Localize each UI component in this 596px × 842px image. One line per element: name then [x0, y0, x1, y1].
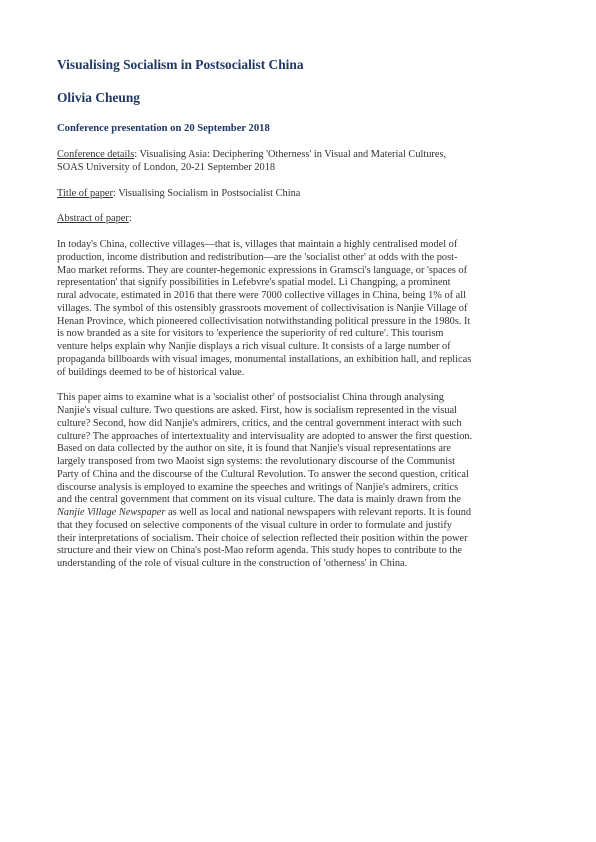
- paragraph-line: Mao market reforms. They are counter-hegemonic expressions in Gramsci's language, or 'spaces of: [57, 264, 468, 276]
- document-title: Visualising Socialism in Postsocialist China: [57, 57, 304, 72]
- presentation-line: Conference presentation on 20 September 2018: [57, 123, 270, 134]
- paragraph-line: their interpretations of socialism. Their choice of selection reflected their position within the power: [57, 532, 468, 544]
- paragraph-line: This paper aims to examine what is a 'socialist other' of postsocialist China through analysing: [57, 392, 444, 404]
- paragraph-line: representation' that signify possibilities in Lefebvre's spatial model. Li Changping, a prominent: [57, 277, 451, 289]
- paragraph-line: Henan Province, which pioneered collectivisation notwithstanding political pressure in the 1980s. It: [57, 315, 471, 327]
- author-name: Olivia Cheung: [57, 90, 140, 105]
- paragraph-line: understanding of the role of visual culture in the construction of 'otherness' in China.: [57, 558, 408, 569]
- paragraph-line: villages. The symbol of this ostensibly grassroots movement of collectivisation is Nanjie Village of: [57, 302, 468, 314]
- paragraph-line: of buildings deemed to be of historical value.: [57, 366, 245, 378]
- abstract-suffix: :: [128, 213, 132, 225]
- paragraph-line: In today's China, collective villages—that is, villages that maintain a highly centralised model of: [57, 239, 458, 250]
- paragraph-line-rest: as well as local and national newspapers with relevant reports. It is found: [165, 507, 472, 518]
- conference-details-text: : Visualising Asia: Deciphering 'Otherness' in Visual and Material Cultures,: [134, 149, 447, 160]
- abstract-heading: [57, 213, 546, 226]
- paragraph-line: and the central government that comment on its visual culture. The data is mainly drawn from the: [57, 494, 461, 506]
- paper-title-label: Title of paper: [57, 187, 113, 199]
- abstract-paragraph-2: [57, 392, 546, 571]
- paragraph-line: discourse analysis is employed to examine the speeches and writings of Nanjie's admirers, critics: [57, 481, 459, 493]
- paragraph-line: Nanjie's visual culture. Two questions are asked. First, how is socialism represented in the visual: [57, 405, 457, 416]
- paragraph-line: venture helps explain why Nanjie displays a rich visual culture. It consists of a large number of: [57, 341, 451, 352]
- paragraph-line: production, income distribution and redistribution—are the 'socialist other' at odds with the post-: [57, 251, 458, 263]
- paragraph-line: that they focused on selective components of the visual culture in order to formulate and justify: [57, 519, 452, 531]
- conference-details-label: Conference details: [57, 149, 135, 160]
- paragraph-line: Party of China and the discourse of the Cultural Revolution. To answer the second question, critical: [57, 468, 469, 480]
- paper-title-text: : Visualising Socialism in Postsocialist China: [112, 187, 301, 199]
- abstract-label: Abstract of paper: [57, 213, 129, 225]
- newspaper-title: Nanjie Village Newspaper: [57, 507, 166, 518]
- paragraph-line: is now branded as a site for visitors to 'experience the superiority of red culture'. This tourism: [57, 328, 444, 340]
- paper-title-line: [57, 188, 546, 201]
- conference-details-text-2: SOAS University of London, 20-21 September 2018: [57, 161, 276, 173]
- conference-details: [57, 149, 546, 175]
- paragraph-line: structure and their view on China's post-Mao reform agenda. This study hopes to contribute to the: [57, 545, 462, 557]
- paragraph-line: culture? Second, how did Nanjie's admirers, critics, and the central government interact with such: [57, 417, 462, 429]
- paragraph-line-with-italic: [57, 507, 546, 520]
- abstract-paragraph-1: [57, 239, 546, 379]
- paragraph-line: propaganda billboards with visual images, monumental installations, an exhibition hall, and replicas: [57, 353, 472, 365]
- paragraph-line: largely transposed from two Maoist sign systems: the revolutionary discourse of the Communist: [57, 456, 455, 467]
- paragraph-line: culture? The approaches of intertextuality and intervisuality are adopted to answer the first question.: [57, 430, 473, 442]
- paragraph-line: Based on data collected by the author on site, it is found that Nanjie's visual representations are: [57, 443, 451, 455]
- document-page: [57, 56, 546, 584]
- paragraph-line: rural advocate, estimated in 2016 that there were 7000 collective villages in China, being 1% of all: [57, 290, 467, 301]
